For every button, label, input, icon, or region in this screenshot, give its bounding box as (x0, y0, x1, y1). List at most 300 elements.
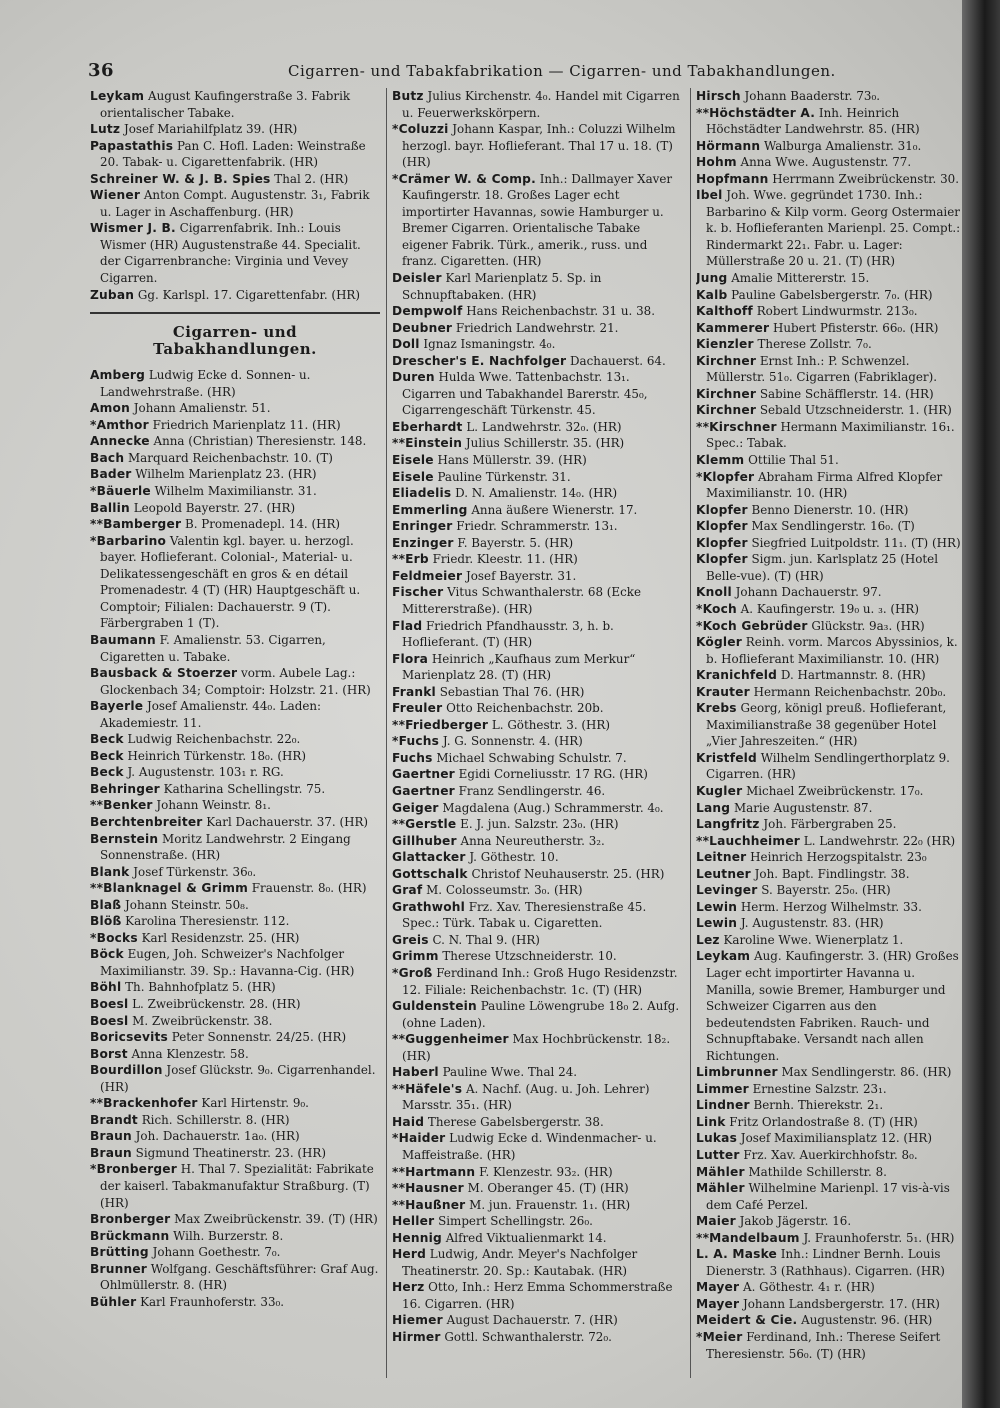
directory-entry (392, 353, 684, 370)
entry-name: **Lauchheimer (696, 833, 801, 848)
directory-entry (696, 1312, 964, 1329)
directory-entry (696, 1114, 964, 1131)
entry-name: Wismer J. B. (90, 221, 176, 236)
entry-name: Kienzler (696, 337, 754, 352)
entry-text: Sebald Utzschneiderstr. 1. (HR) (756, 403, 952, 418)
entry-text: Inh. Heinrich Höchstädter Landwehrstr. 85. (HR) (706, 105, 920, 137)
entry-text: Herm. Herzog Wilhelmstr. 33. (737, 899, 922, 914)
directory-entry (90, 632, 380, 665)
directory-entry (696, 948, 964, 1064)
directory-entry (392, 1081, 684, 1114)
entry-name: Drescher's E. Nachfolger (392, 353, 567, 368)
entry-name: Fischer (392, 585, 444, 600)
directory-entry (696, 336, 964, 353)
entry-text: Sigmund Theatinerstr. 23. (HR) (131, 1145, 326, 1160)
entry-text: Julius Schillerstr. 35. (HR) (462, 436, 625, 451)
entry-name: **Häfele's (392, 1081, 463, 1096)
entry-name: *Coluzzi (392, 122, 449, 137)
entry-text: Franz Sendlingerstr. 46. (454, 783, 606, 798)
entry-name: Leykam (696, 949, 751, 964)
entry-name: Lukas (696, 1131, 738, 1146)
directory-entry (90, 979, 380, 996)
entry-text: Dachauerst. 64. (566, 353, 666, 368)
entry-text: L. Göthestr. 3. (HR) (488, 717, 610, 732)
directory-entry (90, 1128, 380, 1145)
directory-entry (392, 568, 684, 585)
directory-entry (392, 1213, 684, 1230)
directory-entry (392, 1230, 684, 1247)
entry-text: Anna äußere Wienerstr. 17. (467, 502, 638, 517)
entry-text: Karolina Theresienstr. 112. (121, 914, 290, 929)
entry-text: L. Landwehrstr. 22₀ (HR) (800, 833, 956, 848)
entry-name: Hörmann (696, 138, 761, 153)
directory-entry (392, 932, 684, 949)
entry-text: Max Hochbrückenstr. 18₂. (HR) (402, 1032, 671, 1063)
entry-name: *Bäuerle (90, 484, 151, 499)
entry-text: Rich. Schillerstr. 8. (HR) (137, 1112, 290, 1127)
entry-text: Wilhelm Marienplatz 23. (HR) (131, 467, 317, 482)
directory-entry (90, 1161, 380, 1211)
entry-text: Julius Kirchenstr. 4₀. Handel mit Cigarren u. Feuerwerkskörpern. (402, 89, 680, 120)
entry-name: Bourdillon (90, 1063, 163, 1078)
entry-name: Eliadelis (392, 486, 452, 501)
entry-name: Doll (392, 337, 420, 352)
section-heading: Cigarren- und Tabakhandlungen. (153, 323, 317, 358)
entry-text: Hulda Wwe. Tattenbachstr. 13₁. Cigarren und Tabakhandel Barerstr. 45₀, Cigarrengeschäft Türkenstr. 45. (402, 370, 648, 418)
directory-entry (90, 417, 380, 434)
entry-text: Friedr. Kleestr. 11. (HR) (428, 552, 578, 567)
entry-text: Karl Dachauerstr. 37. (HR) (202, 814, 369, 829)
entry-text: Magdalena (Aug.) Schrammerstr. 4₀. (438, 800, 664, 815)
entry-text: Max Zweibrückenstr. 39. (T) (HR) (170, 1212, 378, 1227)
entry-text: M. jun. Frauenstr. 1₁. (HR) (465, 1197, 631, 1212)
entry-text: Inh.: Dallmayer Xaver Kaufingerstr. 18. Großes Lager echt importirter Havannas, sowie Hamburger u. Bremer Cigarren. Orientalische Tabake eigener Fabrik. Türk., amerik., russ. und franz. Cigaretten. (HR) (402, 171, 673, 269)
directory-entry (392, 1064, 684, 1081)
entry-text: Gg. Karlspl. 17. Cigarettenfabr. (HR) (134, 287, 361, 302)
entry-text: Josef Maximiliansplatz 12. (HR) (737, 1131, 932, 1146)
directory-entry (392, 882, 684, 899)
entry-text: Karoline Wwe. Wienerplatz 1. (719, 932, 904, 947)
entry-text: Wilhelm Sendlingerthorplatz 9. Cigarren. (HR) (706, 750, 950, 782)
entry-name: *Groß (392, 965, 433, 980)
entry-text: Karl Fraunhoferstr. 33₀. (136, 1294, 285, 1309)
entry-name: Fuchs (392, 750, 433, 765)
directory-entry (696, 105, 964, 138)
entry-name: Mähler (696, 1181, 745, 1196)
entry-text: A. Nachf. (Aug. u. Joh. Lehrer) Marsstr. 35₁. (HR) (402, 1081, 650, 1113)
directory-entry (90, 1145, 380, 1162)
entry-name: Zuban (90, 287, 135, 302)
entry-name: Eisele (392, 469, 434, 484)
directory-entry (392, 270, 684, 303)
entry-name: **Friedberger (392, 717, 489, 732)
entry-text: Vitus Schwanthalerstr. 68 (Ecke Mittererstraße). (HR) (402, 585, 642, 616)
entry-text: Reinh. vorm. Marcos Abyssinios, k. b. Hoflieferant Maximilianstr. 10. (HR) (706, 635, 958, 666)
entry-name: Eberhardt (392, 419, 463, 434)
entry-text: J. G. Sonnenstr. 4. (HR) (439, 734, 583, 749)
entry-text: Marquard Reichenbachstr. 10. (T) (124, 450, 333, 465)
entry-name: Böck (90, 947, 124, 962)
entry-text: S. Bayerstr. 25₀. (HR) (757, 883, 891, 898)
entry-name: Bayerle (90, 699, 144, 714)
entry-text: Herrmann Zweibrückenstr. 30. (768, 171, 960, 186)
column-1 (90, 88, 380, 1310)
entry-text: Leopold Bayerstr. 27. (HR) (129, 500, 296, 515)
directory-entry (90, 483, 380, 500)
directory-entry (696, 816, 964, 833)
entry-text: Otto Reichenbachstr. 20b. (442, 701, 604, 716)
page-edge (962, 0, 1000, 1408)
entry-name: Enringer (392, 519, 453, 534)
entry-name: Hiemer (392, 1313, 443, 1328)
entry-name: Annecke (90, 434, 150, 449)
directory-entry (392, 816, 684, 833)
entry-text: Karl Residenzstr. 25. (HR) (137, 930, 300, 945)
directory-entry (696, 353, 964, 386)
entry-name: Jung (696, 271, 728, 286)
directory-entry (392, 948, 684, 965)
directory-entry (90, 466, 380, 483)
entry-name: Feldmeier (392, 568, 463, 583)
entry-name: Klopfer (696, 552, 748, 567)
directory-entry (90, 764, 380, 781)
entry-text: Johann Weinstr. 8₁. (152, 798, 271, 813)
entry-name: **Guggenheimer (392, 1032, 509, 1047)
directory-entry (696, 1064, 964, 1081)
entry-name: Deubner (392, 320, 453, 335)
entry-text: Valentin kgl. bayer. u. herzogl. bayer. Hoflieferant. Colonial-, Material- u. Delikatessengeschäft en gros & en détail Promenadestr. 4 (T) (HR) Hauptgeschäft u. Comptoir; Filialen: Dachauerstr. 9 (T). Färbergraben 1 (T). (100, 533, 361, 631)
entry-name: Blank (90, 864, 130, 879)
directory-entry (392, 1164, 684, 1181)
entry-text: Pan C. Hofl. Laden: Weinstraße 20. Tabak- u. Cigarettenfabrik. (HR) (100, 138, 366, 170)
directory-entry (392, 336, 684, 353)
entry-text: Jakob Jägerstr. 16. (735, 1214, 852, 1229)
entry-text: Johann Kaspar, Inh.: Coluzzi Wilhelm herzogl. bayr. Hoflieferant. Thal 17 u. 18. (T) (HR) (402, 122, 676, 170)
directory-entry (696, 303, 964, 320)
entry-name: Brandt (90, 1112, 138, 1127)
entry-name: **Hausner (392, 1181, 464, 1196)
entry-text: Hermann Reichenbachstr. 20b₀. (749, 684, 947, 699)
directory-entry (90, 138, 380, 171)
directory-entry (90, 814, 380, 831)
directory-entry (90, 433, 380, 450)
directory-entry (696, 601, 964, 618)
entry-name: Klopfer (696, 519, 748, 534)
page-number: 36 (88, 60, 115, 81)
entry-name: *Barbarino (90, 533, 167, 548)
directory-entry (90, 1211, 380, 1228)
directory-entry (696, 866, 964, 883)
column-divider-left (386, 88, 387, 1378)
entry-text: Ludwig Reichenbachstr. 22₀. (123, 732, 301, 747)
entry-text: B. Promenadepl. 14. (HR) (181, 517, 341, 532)
entry-text: Heinrich „Kaufhaus zum Merkur“ Marienplatz 28. (T) (HR) (402, 651, 636, 683)
entry-name: Blaß (90, 897, 122, 912)
entry-name: Brückmann (90, 1228, 170, 1243)
entry-text: Anton Compt. Augustenstr. 3₁, Fabrik u. Lager in Aschaffenburg. (HR) (100, 188, 370, 219)
entry-text: Ignaz Ismaningstr. 4₀. (419, 337, 556, 352)
directory-entry (696, 1097, 964, 1114)
directory-entry (696, 750, 964, 783)
entry-name: Kirchner (696, 403, 757, 418)
directory-entry (90, 1112, 380, 1129)
entry-name: Kirchner (696, 386, 757, 401)
entry-name: **Kirschner (696, 419, 777, 434)
directory-entry (696, 469, 964, 502)
entry-text: Hans Müllerstr. 39. (HR) (433, 453, 587, 468)
entry-name: Ibel (696, 188, 723, 203)
entry-name: Greis (392, 932, 429, 947)
directory-entry (90, 533, 380, 632)
entry-text: Anna Klenzestr. 58. (127, 1046, 249, 1061)
directory-entry (90, 88, 380, 121)
entry-text: Friedrich Marienplatz 11. (HR) (148, 417, 341, 432)
entry-name: Gaertner (392, 783, 455, 798)
entry-text: F. Bayerstr. 5. (HR) (453, 535, 574, 550)
directory-entry (90, 450, 380, 467)
entry-text: Michael Zweibrückenstr. 17₀. (742, 783, 924, 798)
entry-text: C. N. Thal 9. (HR) (428, 932, 540, 947)
directory-entry (90, 516, 380, 533)
entry-name: *Bocks (90, 930, 138, 945)
directory-entry (392, 1246, 684, 1279)
entry-name: Leitner (696, 850, 747, 865)
entry-name: Herz (392, 1280, 425, 1295)
entry-name: Berchtenbreiter (90, 814, 203, 829)
entry-text: Wilhelm Maximilianstr. 31. (150, 484, 317, 499)
entry-text: F. Amalienstr. 53. Cigarren, Cigaretten u. Tabake. (100, 632, 326, 664)
directory-entry (90, 1013, 380, 1030)
entry-text: D. N. Amalienstr. 14₀. (HR) (451, 486, 618, 501)
entry-name: Kirchner (696, 353, 757, 368)
entry-name: Gillhuber (392, 833, 457, 848)
directory-entry (696, 899, 964, 916)
entry-name: *Fuchs (392, 734, 440, 749)
entry-name: Limbrunner (696, 1065, 778, 1080)
section-rule (90, 312, 380, 314)
entry-text: Otto, Inh.: Herz Emma Schommerstraße 16. Cigarren. (HR) (402, 1280, 673, 1311)
entry-name: Flad (392, 618, 423, 633)
entry-text: Michael Schwabing Schulstr. 7. (432, 750, 627, 765)
entry-text: Max Sendlingerstr. 16₀. (T) (747, 519, 915, 534)
entry-text: J. Augustenstr. 83. (HR) (737, 916, 884, 931)
entry-text: Abraham Firma Alfred Klopfer Maximilianstr. 10. (HR) (706, 469, 943, 501)
entry-text: Robert Lindwurmstr. 213₀. (752, 304, 918, 319)
directory-entry (696, 618, 964, 635)
directory-entry (90, 500, 380, 517)
directory-entry (696, 667, 964, 684)
entry-name: Kugler (696, 783, 743, 798)
directory-entry (696, 1279, 964, 1296)
entry-text: Sebastian Thal 76. (HR) (435, 684, 585, 699)
directory-entry (90, 1046, 380, 1063)
page-header (88, 60, 968, 84)
directory-entry (696, 783, 964, 800)
entry-name: Glattacker (392, 850, 466, 865)
entry-name: Butz (392, 89, 424, 103)
directory-entry (696, 700, 964, 750)
column-divider-right (690, 88, 691, 1378)
entry-name: Hohm (696, 155, 737, 170)
entry-text: Josef Bayerstr. 31. (462, 568, 577, 583)
directory-entry (392, 171, 684, 270)
entry-name: Lewin (696, 899, 738, 914)
directory-entry (696, 800, 964, 817)
entry-text: A. Kaufingerstr. 19₀ u. ₃. (HR) (736, 601, 920, 616)
entry-name: Freuler (392, 701, 443, 716)
entry-name: Kristfeld (696, 750, 757, 765)
entry-name: Haid (392, 1114, 425, 1129)
entry-name: Hirsch (696, 89, 741, 103)
entry-name: Braun (90, 1129, 132, 1144)
directory-entry (392, 800, 684, 817)
entry-text: Th. Bahnhofplatz 5. (HR) (121, 980, 276, 995)
entry-name: Bühler (90, 1294, 137, 1309)
entry-text: Hubert Pfisterstr. 66₀. (HR) (769, 320, 939, 335)
directory-entry (392, 369, 684, 419)
entry-text: Thal 2. (HR) (270, 171, 349, 186)
entry-text: M. Oberanger 45. (T) (HR) (463, 1181, 629, 1196)
entry-name: Gottschalk (392, 866, 468, 881)
entry-name: **Erb (392, 552, 429, 567)
directory-entry (696, 882, 964, 899)
entry-name: Lutz (90, 122, 121, 137)
entry-text: Hans Reichenbachstr. 31 u. 38. (462, 304, 655, 319)
entry-text: Pauline Türkenstr. 31. (433, 469, 571, 484)
entry-text: Johann Baaderstr. 73₀. (740, 89, 881, 103)
directory-entry (696, 1130, 964, 1147)
entry-text: Max Sendlingerstr. 86. (HR) (777, 1065, 952, 1080)
entry-text: Ludwig, Andr. Meyer's Nachfolger Theatinerstr. 20. Sp.: Kautabak. (HR) (402, 1247, 638, 1278)
column-2 (392, 88, 684, 1346)
entry-text: Ernestine Salzstr. 23₁. (748, 1081, 887, 1096)
entry-name: Brütting (90, 1245, 149, 1260)
directory-entry (90, 187, 380, 220)
entry-name: Grathwohl (392, 899, 466, 914)
directory-entry (696, 402, 964, 419)
entry-text: Moritz Landwehrstr. 2 Eingang Sonnenstraße. (HR) (100, 831, 351, 863)
entry-text: Therese Gabelsbergerstr. 38. (424, 1114, 604, 1129)
entry-text: Johann Amalienstr. 51. (129, 401, 271, 416)
entry-name: Klopfer (696, 535, 748, 550)
directory-entry (696, 833, 964, 850)
entry-name: **Höchstädter A. (696, 105, 816, 120)
entry-name: Mayer (696, 1296, 740, 1311)
entry-name: Grimm (392, 949, 439, 964)
directory-entry (90, 748, 380, 765)
entry-text: E. J. jun. Salzstr. 23₀. (HR) (456, 817, 619, 832)
directory-entry (392, 121, 684, 171)
entry-name: Dempwolf (392, 304, 463, 319)
entry-text: Therese Utzschneiderstr. 10. (438, 949, 617, 964)
entry-text: Josef Glückstr. 9₀. Cigarrenhandel. (HR) (100, 1063, 376, 1094)
entry-name: Meidert & Cie. (696, 1313, 798, 1328)
entry-text: Pauline Gabelsbergerstr. 7₀. (HR) (727, 287, 933, 302)
entry-name: **Einstein (392, 436, 463, 451)
entry-text: Josef Türkenstr. 36₀. (129, 864, 257, 879)
directory-entry (90, 171, 380, 188)
entry-name: L. A. Maske (696, 1247, 778, 1262)
entry-name: Mähler (696, 1164, 745, 1179)
directory-entry (696, 849, 964, 866)
directory-entry (392, 684, 684, 701)
directory-entry (392, 766, 684, 783)
entry-name: Braun (90, 1145, 132, 1160)
entry-name: Levinger (696, 883, 758, 898)
entry-name: Flora (392, 651, 429, 666)
entry-name: Blöß (90, 914, 122, 929)
entry-name: Mayer (696, 1280, 740, 1295)
entry-name: Graf (392, 883, 423, 898)
entry-text: Friedr. Schrammerstr. 13₁. (452, 519, 618, 534)
directory-entry (90, 1261, 380, 1294)
entry-name: Boricsevits (90, 1030, 168, 1045)
entry-name: **Benker (90, 798, 153, 813)
entry-name: Klemm (696, 453, 745, 468)
entry-name: Klopfer (696, 502, 748, 517)
directory-entry (696, 1296, 964, 1313)
entry-text: M. Zweibrückenstr. 38. (128, 1013, 273, 1028)
handlungen-list-3 (696, 88, 964, 1362)
entry-name: **Blanknagel & Grimm (90, 881, 248, 896)
entry-text: Ludwig Ecke d. Windenmacher- u. Maffeistraße. (HR) (402, 1131, 657, 1162)
entry-text: Glückstr. 9a₃. (HR) (807, 618, 925, 633)
directory-entry (696, 634, 964, 667)
entry-name: **Gerstle (392, 817, 457, 832)
entry-text: August Kaufingerstraße 3. Fabrik orientalischer Tabake. (100, 89, 351, 120)
entry-text: Frauenstr. 8₀. (HR) (248, 881, 367, 896)
entry-text: Fritz Orlandostraße 8. (T) (HR) (725, 1114, 918, 1129)
entry-name: Böhl (90, 980, 122, 995)
entry-name: *Koch (696, 601, 737, 616)
directory-entry (90, 880, 380, 897)
entry-text: Peter Sonnenstr. 24/25. (HR) (168, 1030, 347, 1045)
entry-text: Anna Neureutherstr. 3₂. (456, 833, 605, 848)
entry-text: Walburga Amalienstr. 31₀. (760, 138, 922, 153)
directory-entry (392, 303, 684, 320)
entry-text: Katharina Schellingstr. 75. (159, 781, 326, 796)
entry-text: Frz. Xav. Auerkirchhofstr. 8₀. (739, 1148, 918, 1162)
directory-entry (90, 731, 380, 748)
directory-entry (90, 400, 380, 417)
entry-text: Karl Hirtenstr. 9₀. (197, 1096, 309, 1111)
directory-entry (696, 1164, 964, 1181)
entry-name: Bader (90, 467, 132, 482)
directory-entry (392, 1312, 684, 1329)
entry-name: Lindner (696, 1098, 750, 1113)
directory-entry (696, 287, 964, 304)
directory-entry (90, 665, 380, 698)
entry-name: Hennig (392, 1230, 442, 1245)
directory-entry (696, 154, 964, 171)
directory-entry (696, 932, 964, 949)
entry-name: *Koch Gebrüder (696, 618, 808, 633)
directory-entry (696, 584, 964, 601)
entry-name: Knoll (696, 585, 732, 600)
directory-entry (392, 1114, 684, 1131)
entry-text: L. Landwehrstr. 32₀. (HR) (462, 419, 622, 434)
directory-entry (392, 1279, 684, 1312)
entry-text: Anna (Christian) Theresienstr. 148. (149, 434, 367, 449)
entry-name: Eisele (392, 453, 434, 468)
entry-name: Kögler (696, 635, 742, 650)
directory-entry (90, 996, 380, 1013)
entry-text: Inh.: Lindner Bernh. Louis Dienerstr. 3 (Rathhaus). Cigarren. (HR) (706, 1247, 945, 1278)
entry-name: Lang (696, 800, 731, 815)
entry-text: Joh. Bapt. Findlingstr. 38. (750, 866, 910, 881)
entry-text: vorm. Aubele Lag.: Glockenbach 34; Comptoir: Holzstr. 21. (HR) (100, 666, 371, 697)
entry-text: Joh. Färbergraben 25. (759, 817, 897, 832)
